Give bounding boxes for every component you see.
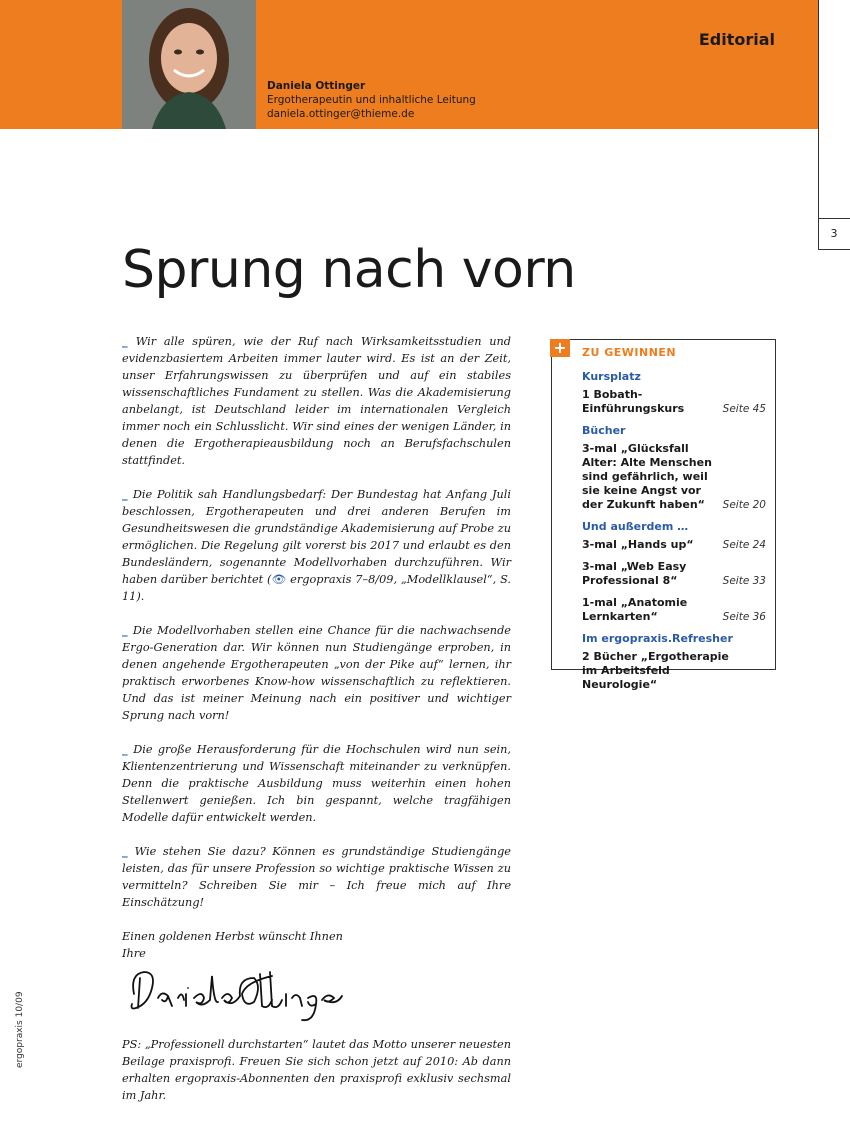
paragraph: _ Die Modellvorhaben stellen eine Chance für die nachwachsende Ergo-Generation dar. Wir können nun Studiengänge erproben, in denen angehende Ergotherapeuten „von der Pike auf“ lernen, ihr praktisch erworbenes Know-how wissenschaftlich zu reflektieren. Und das ist meiner Meinung nach ein positiver und wichtiger Sprung nach vorn! [122,623,511,722]
article-title: Sprung nach vorn [122,240,576,300]
prize-item: 2 Bücher „Ergotherapie im Arbeitsfeld Neurologie“ [582,650,729,691]
page-reference: Seite 24 [722,539,766,551]
prize-category: Kursplatz [582,370,641,383]
prize-item: 3-mal „Glücksfall Alter: Alte Menschen sind gefährlich, weil sie keine Angst vor der Zukunft haben“ Seite 20 [582,442,766,511]
prize-box-title: ZU GEWINNEN [582,346,677,359]
paragraph-marker: _ [122,334,136,348]
paragraph: _ Wie stehen Sie dazu? Können es grundständige Studiengänge leisten, das für unsere Profession so wichtige praktische Wissen zu vermitteln? Schreiben Sie mir – Ich freue mich auf Ihre Einschätzung! [122,844,511,909]
paragraph: _ Wir alle spüren, wie der Ruf nach Wirksamkeitsstudien und evidenzbasiertem Arbeiten immer lauter wird. Es ist an der Zeit, unser Erfahrungswissen zu überprüfen und auf ein stabiles wissenschaftliches Fundament zu stellen. Was die Akademisierung anbelangt, ist Deutschland leider im internationalen Vergleich immer noch ein Schlusslicht. Wir sind eines der wenigen Länder, in denen die Ergotherapieausbildung noch an Berufsfachschulen stattfindet. [122,334,511,467]
page-reference: Seite 45 [722,403,766,415]
author-name: Daniela Ottinger [267,80,366,92]
author-info [267,79,476,121]
closing-line: Ihre [122,947,146,960]
prize-category: Und außerdem … [582,520,689,533]
page-reference: Seite 33 [722,575,766,587]
margin-rule [818,0,819,250]
author-email[interactable]: daniela.ottinger@thieme.de [267,108,415,120]
plus-icon: + [550,339,570,357]
page-number: 3 [818,218,850,250]
author-photo [122,0,256,129]
article-body [122,333,511,1104]
paragraph-marker: _ [122,742,134,756]
prize-list [582,370,766,700]
author-role: Ergotherapeutin und inhaltliche Leitung [267,94,476,106]
signature [122,964,352,1026]
eye-icon: 👁 [271,573,291,586]
prize-item: 3-mal „Hands up“ Seite 24 [582,538,766,551]
postscript: PS: „Professionell durchstarten“ lautet das Motto unserer neuesten Beilage praxisprofi. Freuen Sie sich schon jetzt auf 2010: Ab dann erhalten ergopraxis-Abonnenten den praxisprofi exklusiv sechsmal im Jahr. [122,1038,511,1102]
paragraph: _ Die große Herausforderung für die Hochschulen wird nun sein, Klientenzentrierung und Wissenschaft miteinander zu verknüpfen. Denn die praktische Ausbildung muss weiterhin einen hohen Stellenwert genießen. Ich bin gespannt, welche tragfähigen Modelle dafür entwickelt werden. [122,742,511,824]
section-label: Editorial [698,30,775,49]
paragraph-marker: _ [122,487,133,501]
page-reference: Seite 36 [722,611,766,623]
paragraph: _ Die Politik sah Handlungsbedarf: Der Bundestag hat Anfang Juli beschlossen, Ergotherapeuten und drei anderen Berufen im Gesundheitswesen die grundständige Akademisierung auf Probe zu ermöglichen. Die Regelung gilt vorerst bis 2017 und erlaubt es den Bundesländern, sogenannte Modellvorhaben durchzuführen. Wir haben darüber berichtet (👁 ergopraxis 7–8/09, „Modellklausel“, S. 11). [122,487,511,603]
prize-item: 1-mal „Anatomie Lernkarten“ Seite 36 [582,596,766,623]
issue-label: ergopraxis 10/09 [15,991,25,1068]
prize-item: 1 Bobath-Einführungskurs Seite 45 [582,388,766,415]
prize-item: 3-mal „Web Easy Professional 8“ Seite 33 [582,560,766,587]
page-reference: Seite 20 [722,499,766,511]
closing-line: Einen goldenen Herbst wünscht Ihnen [122,930,343,943]
paragraph-marker: _ [122,844,135,858]
paragraph-marker: _ [122,623,133,637]
cross-reference: ergopraxis 7–8/09, „Modellklausel“, S. 11). [122,573,511,603]
prize-category: Bücher [582,424,626,437]
prize-category: Im ergopraxis.Refresher [582,632,733,645]
